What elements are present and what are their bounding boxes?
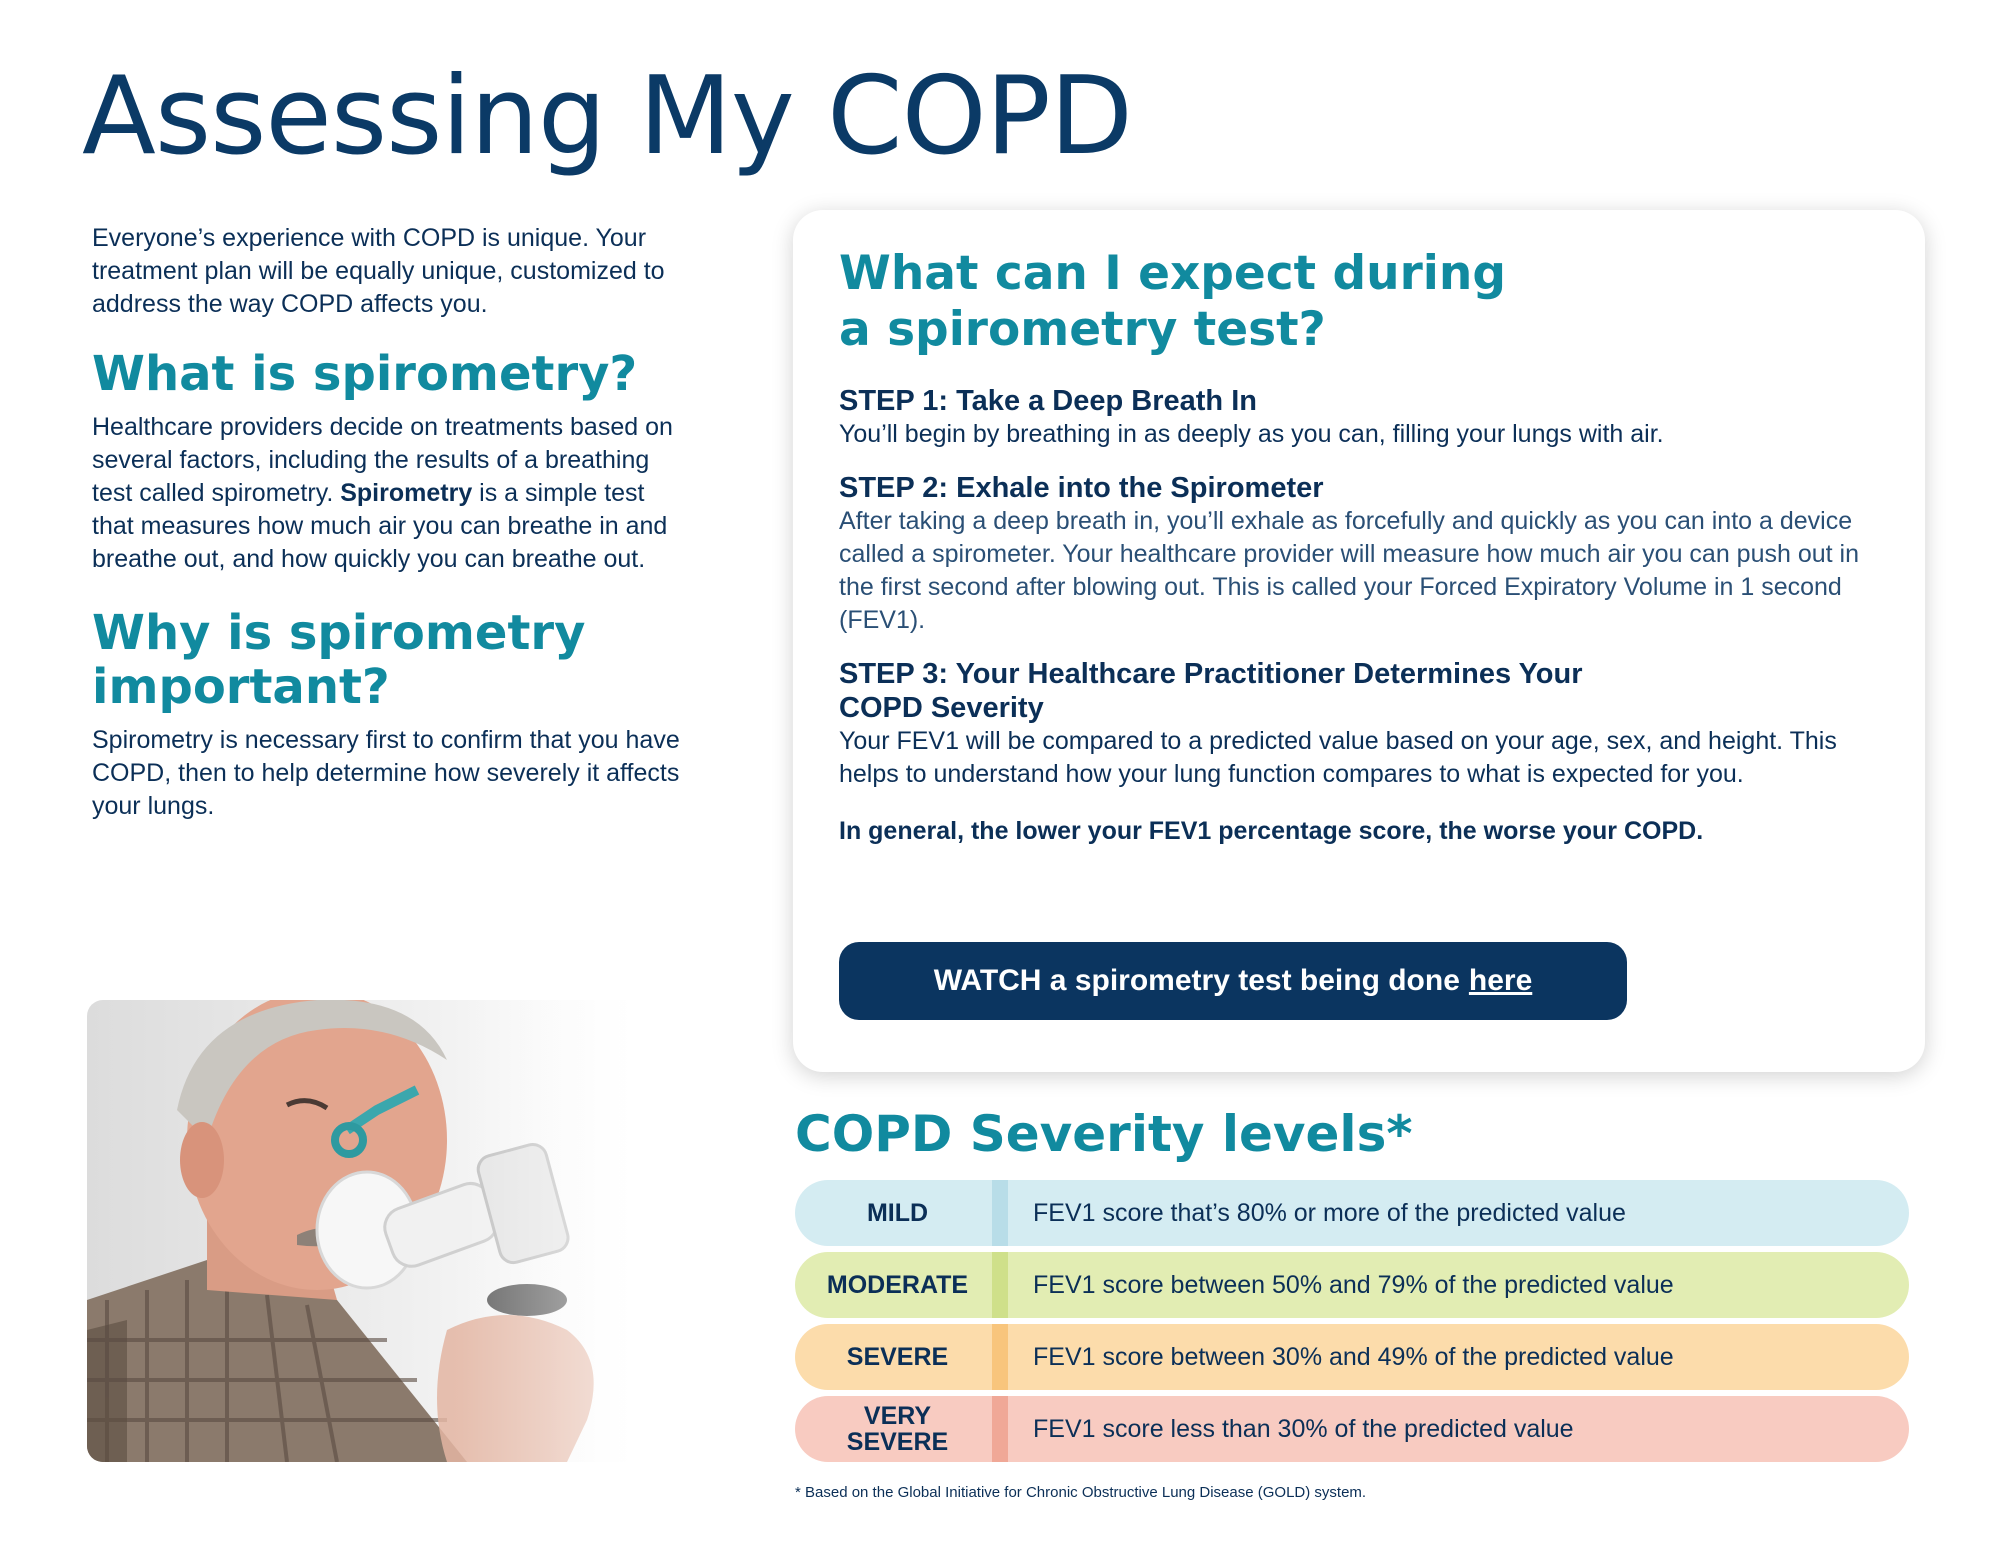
why-heading: Why is spirometry important? xyxy=(92,605,586,715)
severity-description: FEV1 score between 30% and 49% of the predicted value xyxy=(1033,1342,1674,1371)
severity-label-box xyxy=(795,1180,1000,1246)
severity-row-moderate xyxy=(795,1252,1909,1318)
step-3-text: Your FEV1 will be compared to a predicted value based on your age, sex, and height. This helps to understand how your lung function compares to what is expected for you. xyxy=(839,727,1837,788)
what-is-heading: What is spirometry? xyxy=(92,346,638,402)
watch-button-label: WATCH a spirometry test being done xyxy=(933,964,1460,997)
intro-text: Everyone’s experience with COPD is unique. Your treatment plan will be equally unique, customized to address the way COPD affects you. xyxy=(92,224,665,318)
step-2-title: STEP 2: Exhale into the Spirometer xyxy=(839,472,1324,504)
severity-divider xyxy=(992,1252,1008,1318)
severity-row-severe xyxy=(795,1324,1909,1390)
why-text: Spirometry is necessary first to confirm that you have COPD, then to help determine how severely it affects your lungs. xyxy=(92,726,680,820)
step-3 xyxy=(839,657,1879,791)
spirometry-bold: Spirometry xyxy=(340,479,473,507)
severity-label: MODERATE xyxy=(826,1271,969,1299)
severity-label-box xyxy=(795,1396,1000,1462)
what-is-text-end: is a simple test that measures how much air you can breathe in and breathe out, and how quickly you can breathe out. xyxy=(92,479,668,573)
severity-description: FEV1 score that’s 80% or more of the predicted value xyxy=(1033,1198,1626,1227)
severity-description: FEV1 score between 50% and 79% of the predicted value xyxy=(1033,1270,1674,1299)
what-is-text xyxy=(92,411,692,576)
step-1-title: STEP 1: Take a Deep Breath In xyxy=(839,385,1257,417)
severity-divider xyxy=(992,1324,1008,1390)
expect-heading: What can I expect during a spirometry test? xyxy=(839,246,1506,357)
watch-video-button[interactable] xyxy=(839,942,1627,1020)
patient-illustration xyxy=(87,1000,767,1462)
severity-row-very-severe xyxy=(795,1396,1909,1462)
spirometry-test-card xyxy=(793,210,1925,1072)
severity-label-box xyxy=(795,1324,1000,1390)
step-3-title: STEP 3: Your Healthcare Practitioner Determines Your COPD Severity xyxy=(839,658,1583,724)
severity-label: VERY SEVERE xyxy=(846,1402,949,1456)
patient-photo xyxy=(87,1000,767,1462)
severity-description: FEV1 score less than 30% of the predicted value xyxy=(1033,1414,1574,1443)
severity-levels xyxy=(795,1180,1909,1468)
step-1-text: You’ll begin by breathing in as deeply as you can, filling your lungs with air. xyxy=(839,420,1664,448)
left-column xyxy=(92,222,692,823)
footnote: * Based on the Global Initiative for Chronic Obstructive Lung Disease (GOLD) system. xyxy=(795,1484,1367,1501)
severity-divider xyxy=(992,1180,1008,1246)
severity-label-box xyxy=(795,1252,1000,1318)
step-1 xyxy=(839,384,1879,451)
severity-divider xyxy=(992,1396,1008,1462)
severity-row-mild xyxy=(795,1180,1909,1246)
page-title: Assessing My COPD xyxy=(82,54,1132,179)
watch-here-link[interactable]: here xyxy=(1468,964,1533,997)
what-is-text-start: Healthcare providers decide on treatments based on several factors, including the results of a breathing test called spirometry. xyxy=(92,413,673,507)
step-2 xyxy=(839,471,1879,637)
severity-label: MILD xyxy=(866,1199,929,1227)
severity-label: SEVERE xyxy=(846,1343,949,1371)
severity-heading: COPD Severity levels* xyxy=(795,1105,1413,1163)
summary-text: In general, the lower your FEV1 percentage score, the worse your COPD. xyxy=(839,817,1704,845)
step-2-text: After taking a deep breath in, you’ll exhale as forcefully and quickly as you can into a device called a spirometer. Your healthcare provider will measure how much air you can push out in the first second after blowing out. This is called your Forced Expiratory Volume in 1 second (FEV1). xyxy=(839,507,1859,634)
